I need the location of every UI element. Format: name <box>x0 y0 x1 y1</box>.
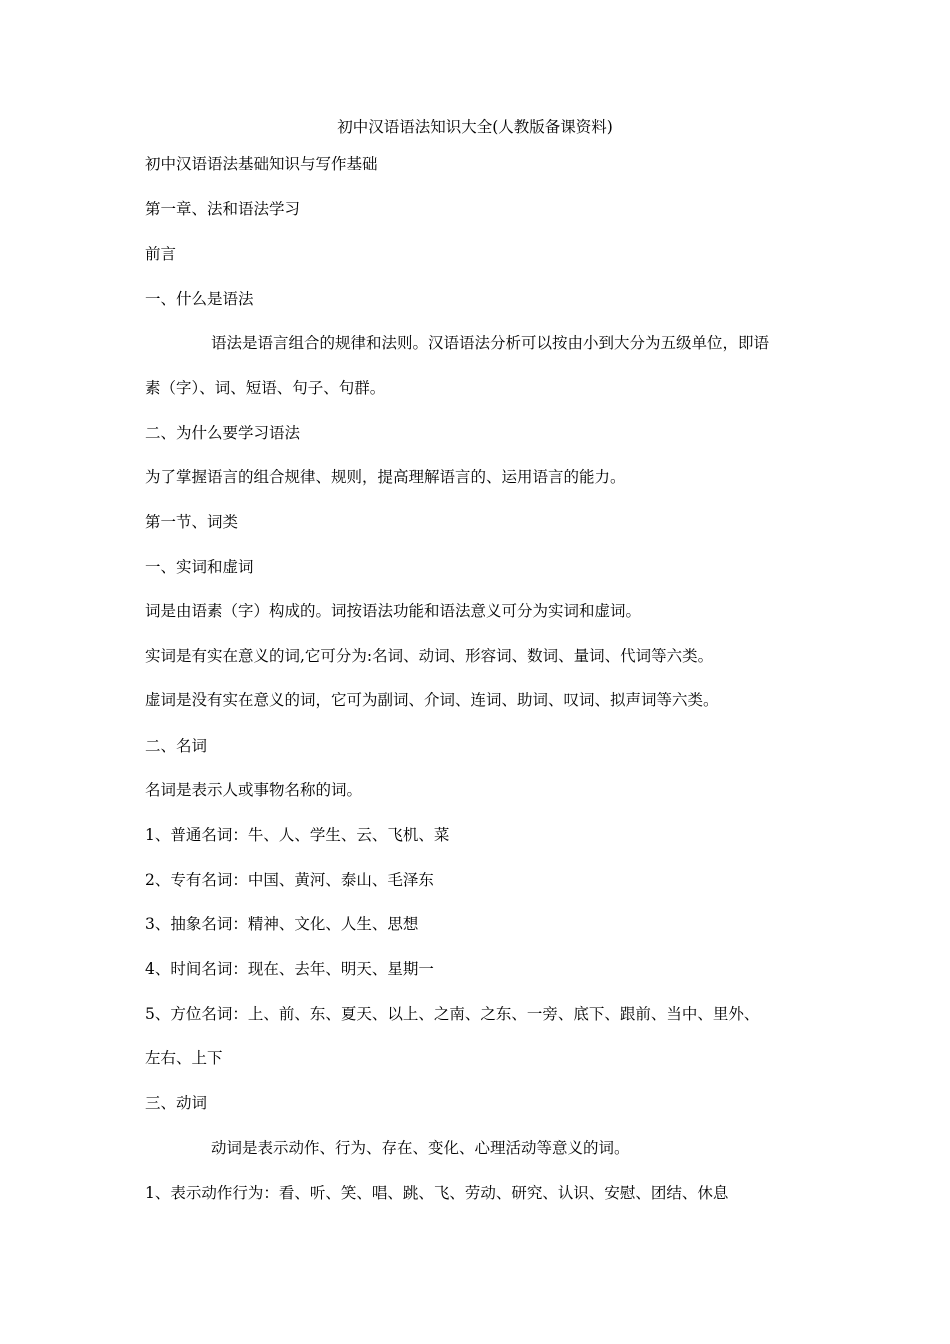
list-item: 2、专有名词：中国、黄河、泰山、毛泽东 <box>145 871 434 889</box>
section-heading: 一、实词和虚词 <box>145 558 254 576</box>
paragraph-line: 语法是语言组合的规律和法则。汉语语法分析可以按由小到大分为五级单位，即语 <box>211 334 770 352</box>
section-heading: 二、为什么要学习语法 <box>145 424 301 442</box>
paragraph-line: 素（字）、词、短语、句子、句群。 <box>145 379 386 397</box>
section-heading: 第一节、词类 <box>145 513 239 531</box>
chapter-heading: 第一章、法和语法学习 <box>145 200 301 218</box>
list-item: 1、表示动作行为：看、听、笑、唱、跳、飞、劳动、研究、认识、安慰、团结、休息 <box>145 1184 729 1202</box>
section-heading: 三、动词 <box>145 1094 208 1112</box>
list-item: 3、抽象名词：精神、文化、人生、思想 <box>145 915 419 933</box>
section-heading: 二、名词 <box>145 737 208 755</box>
paragraph-line: 词是由语素（字）构成的。词按语法功能和语法意义可分为实词和虚词。 <box>145 602 642 620</box>
paragraph-line: 动词是表示动作、行为、存在、变化、心理活动等意义的词。 <box>211 1139 630 1157</box>
list-item: 5、方位名词：上、前、东、夏天、以上、之南、之东、一旁、底下、跟前、当中、里外、 <box>145 1005 760 1023</box>
list-item-continuation: 左右、上下 <box>145 1049 223 1067</box>
list-item: 4、时间名词：现在、去年、明天、星期一 <box>145 960 434 978</box>
paragraph-line: 名词是表示人或事物名称的词。 <box>145 781 363 799</box>
paragraph-line: 虚词是没有实在意义的词，它可为副词、介词、连词、助词、叹词、拟声词等六类。 <box>145 691 719 709</box>
document-title: 初中汉语语法知识大全(人教版备课资料) <box>337 118 613 136</box>
section-heading-preface: 前言 <box>145 245 177 263</box>
paragraph-line: 为了掌握语言的组合规律、规则，提高理解语言的、运用语言的能力。 <box>145 468 626 486</box>
section-heading: 一、什么是语法 <box>145 290 254 308</box>
paragraph-line: 实词是有实在意义的词,它可分为:名词、动词、形容词、数词、量词、代词等六类。 <box>145 647 714 665</box>
subtitle: 初中汉语语法基础知识与写作基础 <box>145 155 378 173</box>
list-item: 1、普通名词：牛、人、学生、云、飞机、菜 <box>145 826 450 844</box>
